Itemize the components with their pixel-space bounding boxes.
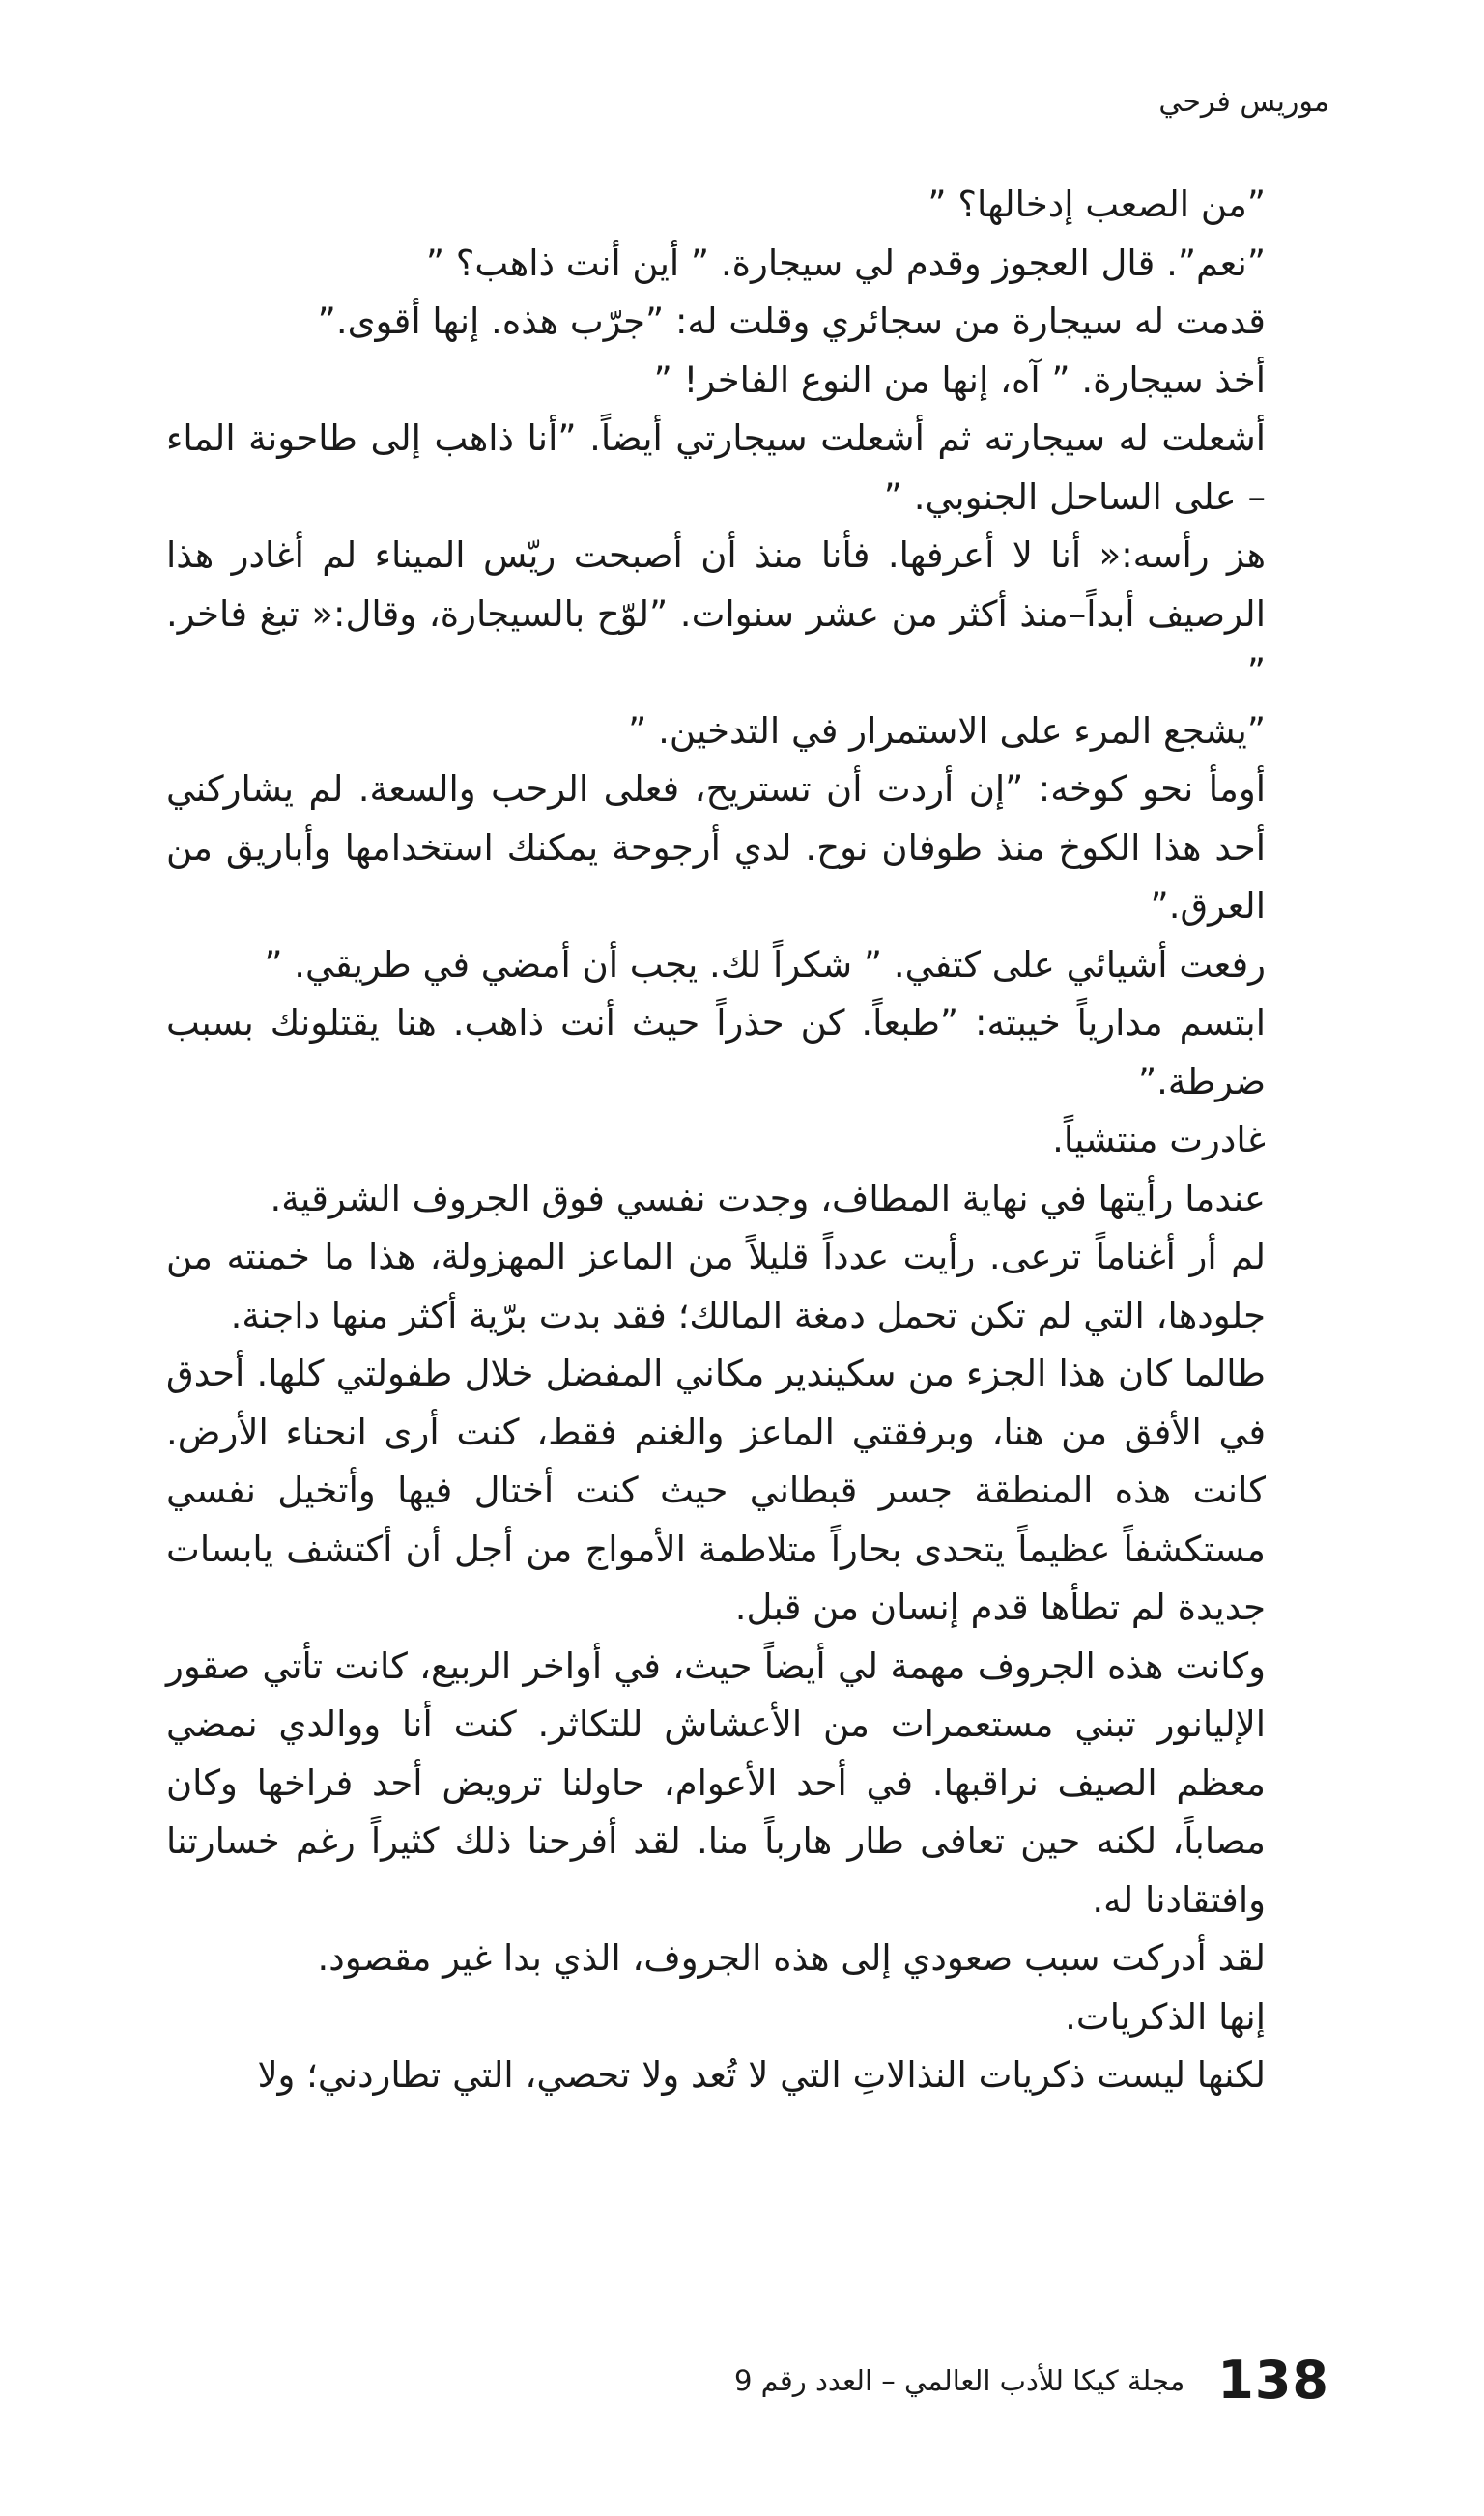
paragraph: رفعت أشيائي على كتفي. ” شكراً لك. يجب أن أمضي في طريقي. ” bbox=[264, 943, 1266, 986]
journal-title: مجلة كيكا للأدب العالمي – العدد رقم 9 bbox=[733, 2363, 1185, 2397]
paragraph: عندما رأيتها في نهاية المطاف، وجدت نفسي فوق الجروف الشرقية. bbox=[270, 1177, 1266, 1219]
paragraph: ”من الصعب إدخالها؟ ” bbox=[928, 184, 1266, 225]
page-number: 138 bbox=[1217, 2350, 1329, 2411]
paragraph: ابتسم مدارياً خيبته: ”طبعاً. كن حذراً حيث أنت ذاهب. هنا يقتلونك بسبب ضرطة.” bbox=[166, 1002, 1266, 1102]
paragraph: إنها الذكريات. bbox=[1065, 1995, 1266, 2038]
paragraph: وكانت هذه الجروف مهمة لي أيضاً حيث، في أواخر الربيع، كانت تأتي صقور الإليانور تبني مستعمرات من الأعشاش للتكاثر. كنت أنا ووالدي نمضي معظم الصيف نراقبها. في أحد الأعوام، حاولنا ترويض أحد فراخها وكان مصاباً، لكنه حين تعافى طار هارباً منا. لقد أفرحنا ذلك كثيراً رغم خسارتنا وافتقادنا له. bbox=[166, 1644, 1266, 1921]
paragraph: أشعلت له سيجارته ثم أشعلت سيجارتي أيضاً. ”أنا ذاهب إلى طاحونة الماء – على الساحل الجنوبي. ” bbox=[166, 417, 1266, 518]
paragraph: لقد أدركت سبب صعودي إلى هذه الجروف، الذي بدا غير مقصود. bbox=[317, 1937, 1266, 1979]
paragraph: أومأ نحو كوخه: ”إن أردت أن تستريح، فعلى الرحب والسعة. لم يشاركني أحد هذا الكوخ منذ طوفان نوح. لدي أرجوحة يمكنك استخدامها وأباريق من العرق.” bbox=[166, 768, 1266, 927]
paragraph: غادرت منتشياً. bbox=[1052, 1119, 1266, 1160]
body-text bbox=[166, 176, 1326, 2105]
paragraph: ”يشجع المرء على الاستمرار في التدخين. ” bbox=[628, 709, 1266, 752]
paragraph: قدمت له سيجارة من سجائري وقلت له: ”جرّب هذه. إنها أقوى.” bbox=[317, 300, 1266, 342]
paragraph: أخذ سيجارة. ” آه، إنها من النوع الفاخر! ” bbox=[653, 358, 1266, 401]
paragraph: لكنها ليست ذكريات النذالاتِ التي لا تُعد ولا تحصي، التي تطاردني؛ ولا bbox=[257, 2054, 1266, 2096]
page-footer bbox=[734, 2350, 1329, 2411]
paragraph: هز رأسه:« أنا لا أعرفها. فأنا منذ أن أصبحت ريّس الميناء لم أغادر هذا الرصيف أبداً–منذ أكثر من عشر سنوات. ”لوّح بالسيجارة، وقال:« تبغ فاخر. ” bbox=[166, 534, 1266, 693]
paragraph: لم أر أغناماً ترعى. رأيت عدداً قليلاً من الماعز المهزولة، هذا ما خمنته من جلودها، التي لم تكن تحمل دمغة المالك؛ فقد بدت برّية أكثر منها داجنة. bbox=[166, 1236, 1266, 1336]
paragraph: ”نعم”. قال العجوز وقدم لي سيجارة. ” أين أنت ذاهب؟ ” bbox=[425, 242, 1266, 284]
running-header-author: موريس فرحي bbox=[1158, 85, 1329, 119]
paragraph: طالما كان هذا الجزء من سكيندير مكاني المفضل خلال طفولتي كلها. أحدق في الأفق من هنا، وبرفقتي الماعز والغنم فقط، كنت أرى انحناء الأرض. كانت هذه المنطقة جسر قبطاني حيث كنت أختال فيها وأتخيل نفسي مستكشفاً عظيماً يتحدى بحاراً متلاطمة الأمواج من أجل أن أكتشف يابسات جديدة لم تطأها قدم إنسان من قبل. bbox=[166, 1353, 1266, 1628]
